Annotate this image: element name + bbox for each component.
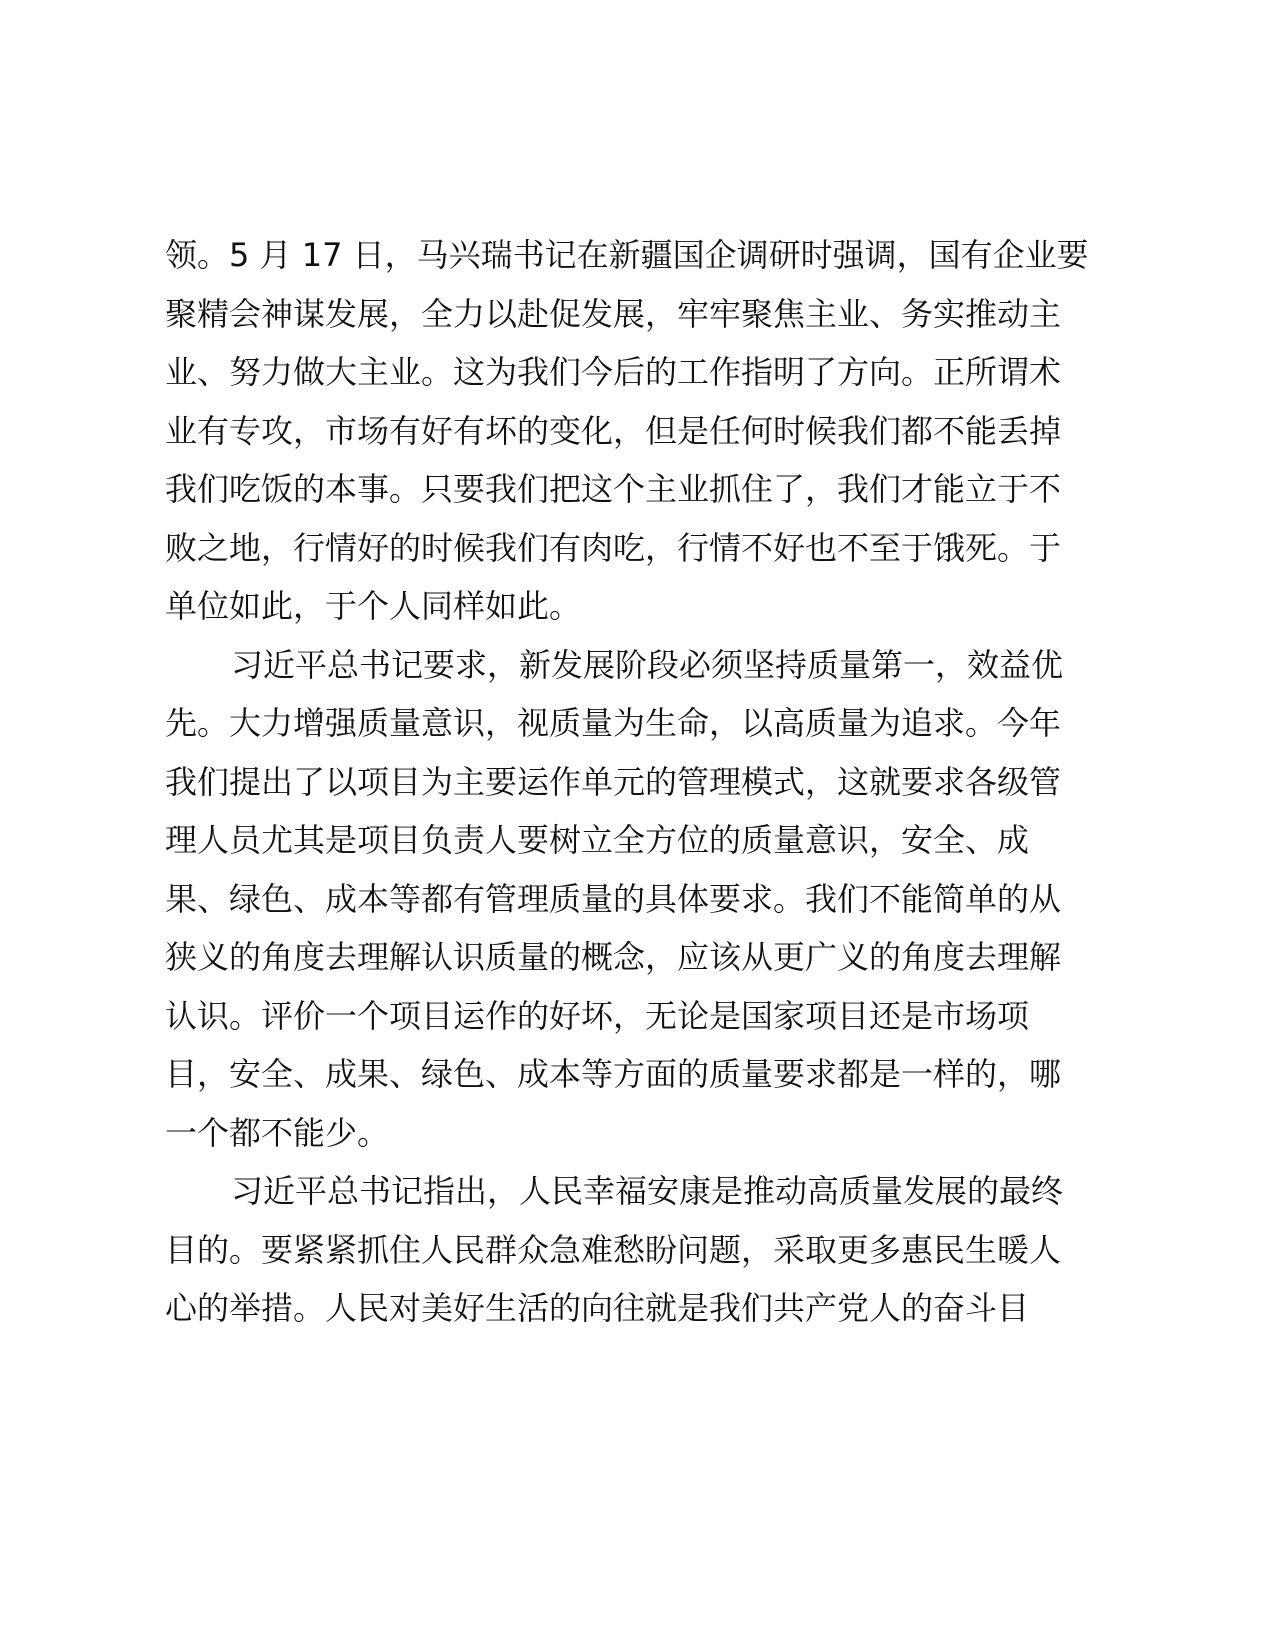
text-line: 业有专攻，市场有好有坏的变化，但是任何时候我们都不能丢掉: [165, 411, 1062, 450]
text-line: 领。5 月 17 日，马兴瑞书记在新疆国企调研时强调，国有企业要: [165, 236, 1089, 274]
body-text: [165, 226, 1115, 1338]
text-line: 目的。要紧紧抓住人民群众急难愁盼问题，采取更多惠民生暖人: [165, 1230, 1062, 1269]
text-line: 业、努力做大主业。这为我们今后的工作指明了方向。正所谓术: [165, 353, 1062, 391]
text-line: 心的举措。人民对美好生活的向往就是我们共产党人的奋斗目: [165, 1289, 1030, 1327]
text-line: 狭义的角度去理解认识质量的概念，应该从更广义的角度去理解: [165, 938, 1062, 976]
text-line: 败之地，行情好的时候我们有肉吃，行情不好也不至于饿死。于: [165, 528, 1062, 567]
text-line: 先。大力增强质量意识，视质量为生命，以高质量为追求。今年: [165, 704, 1062, 742]
text-line: 单位如此，于个人同样如此。: [165, 587, 582, 625]
text-line: 聚精会神谋发展，全力以赴促发展，牢牢聚焦主业、务实推动主: [165, 294, 1062, 333]
text-line: 我们提出了以项目为主要运作单元的管理模式，这就要求各级管: [165, 762, 1062, 801]
text-line: 认识。评价一个项目运作的好坏，无论是国家项目还是市场项: [165, 996, 1030, 1035]
text-line: 我们吃饭的本事。只要我们把这个主业抓住了，我们才能立于不: [165, 470, 1062, 508]
text-line: 一个都不能少。: [165, 1113, 390, 1152]
paragraph-start-line: 习近平总书记指出，人民幸福安康是推动高质量发展的最终: [231, 1172, 1064, 1210]
text-line: 目，安全、成果、绿色、成本等方面的质量要求都是一样的，哪: [165, 1055, 1062, 1093]
text-line: 果、绿色、成本等都有管理质量的具体要求。我们不能简单的从: [165, 879, 1062, 918]
text-line: 理人员尤其是项目负责人要树立全方位的质量意识，安全、成: [165, 821, 1030, 859]
paragraph-start-line: 习近平总书记要求，新发展阶段必须坚持质量第一，效益优: [231, 645, 1064, 684]
